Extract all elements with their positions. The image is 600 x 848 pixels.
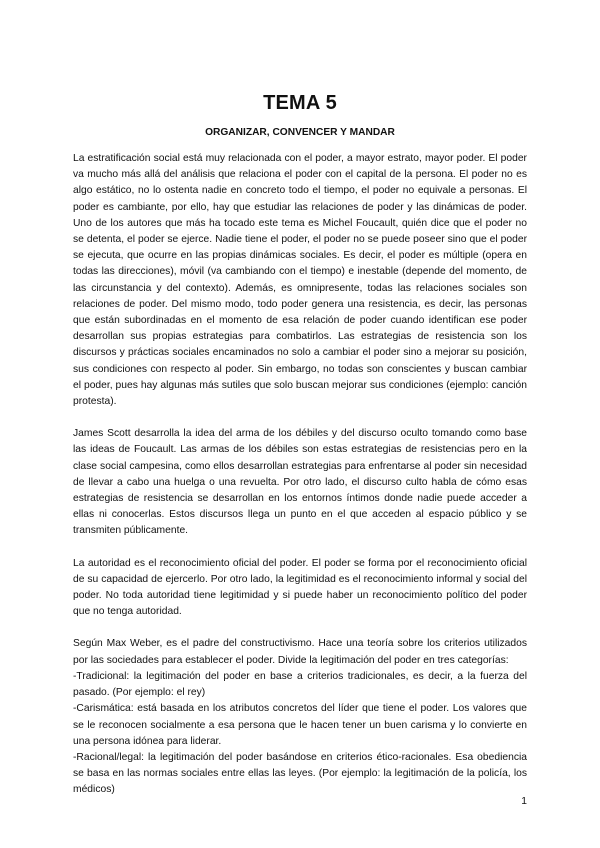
paragraph-authority: La autoridad es el reconocimiento oficial del poder. El poder se forma por el reconocimiento oficial de su capacidad de ejercerlo. Por otro lado, la legitimidad es el reconocimiento informal y social del poder. No toda autoridad tiene legitimidad y si puede haber un reconocimiento político del poder que no tenga autoridad. — [73, 557, 527, 618]
paragraph-james-scott: James Scott desarrolla la idea del arma de los débiles y del discurso oculto tomando como base las ideas de Foucault. Las armas de los débiles son estas estrategias de resistencias pero en la clase social campesina, como ellos desarrollan estrategias para enfrentarse al poder sin necesidad de llevar a cabo una huelga o una revuelta. Por otro lado, el discurso culto habla de cómo esas estrategias de resistencia se desarrollan en los entornos íntimos donde nadie puede acceder a ellas ni conocerlas. Estos discursos llega un punto en el que acceden al espacio público y se transmiten públicamente. — [73, 428, 527, 537]
page-title: TEMA 5 — [263, 92, 337, 114]
list-item-charismatic: -Carismática: está basada en los atributos concretos del líder que tiene el poder. Los valores que se le reconocen socialmente a esa persona que le hacen tener un buen carisma y lo convierte en una persona idónea para liderar. — [73, 703, 527, 747]
page-subtitle: ORGANIZAR, CONVENCER Y MANDAR — [205, 127, 395, 138]
paragraph-power: La estratificación social está muy relacionada con el poder, a mayor estrato, mayor poder. El poder va mucho más allá del análisis que relaciona el poder con el capital de la persona. El poder no es algo estático, no lo ostenta nadie en concreto todo el tiempo, el poder no equivale a personas. El poder es cambiante, por ello, hay que estudiar las relaciones de poder y las dinámicas de poder. Uno de los autores que más ha tocado este tema es Michel Foucault, quién dice que el poder no se detenta, el poder se ejerce. Nadie tiene el poder, el poder no se puede poseer sino que el poder se ejecuta, que ocurre en las propias dinámicas sociales. Es decir, el poder es múltiple (opera en todas las direcciones), móvil (va cambiando con el tiempo) e inestable (depende del momento, de las circunstancia y del contexto). Además, es omnipresente, todas las relaciones sociales son relaciones de poder. Del mismo modo, todo poder genera una resistencia, es decir, las personas que están subordinadas en el momento de esa relación de poder cuando identifican ese poder desarrollan sus propias estrategias para combatirlos. Las estrategias de resistencia son los discursos y prácticas sociales encaminados no solo a cambiar el poder sino a mejorar su posición, sus condiciones con respecto al poder. Sin embargo, no todas son conscientes y buscan cambiar el poder, pues hay algunas más sutiles que solo buscan mejorar sus condiciones (ejemplo: canción protesta). — [73, 153, 527, 408]
document-body — [73, 151, 527, 799]
list-item-rational-legal: -Racional/legal: la legitimación del poder basándose en criterios ético-racionales. Esa obediencia se basa en las normas sociales entre ellas las leyes. (Por ejemplo: la legitimación de la policía, los médicos) — [73, 751, 527, 796]
paragraph-weber — [73, 636, 527, 798]
list-item-traditional: -Tradicional: la legitimación del poder en base a criterios tradicionales, es decir, a la fuerza del pasado. (Por ejemplo: el rey) — [73, 670, 527, 699]
page-number: 1 — [521, 796, 527, 807]
weber-intro: Según Max Weber, es el padre del constructivismo. Hace una teoría sobre los criterios utilizados por las sociedades para establecer el poder. Divide la legitimación del poder en tres categorías: — [73, 638, 527, 666]
